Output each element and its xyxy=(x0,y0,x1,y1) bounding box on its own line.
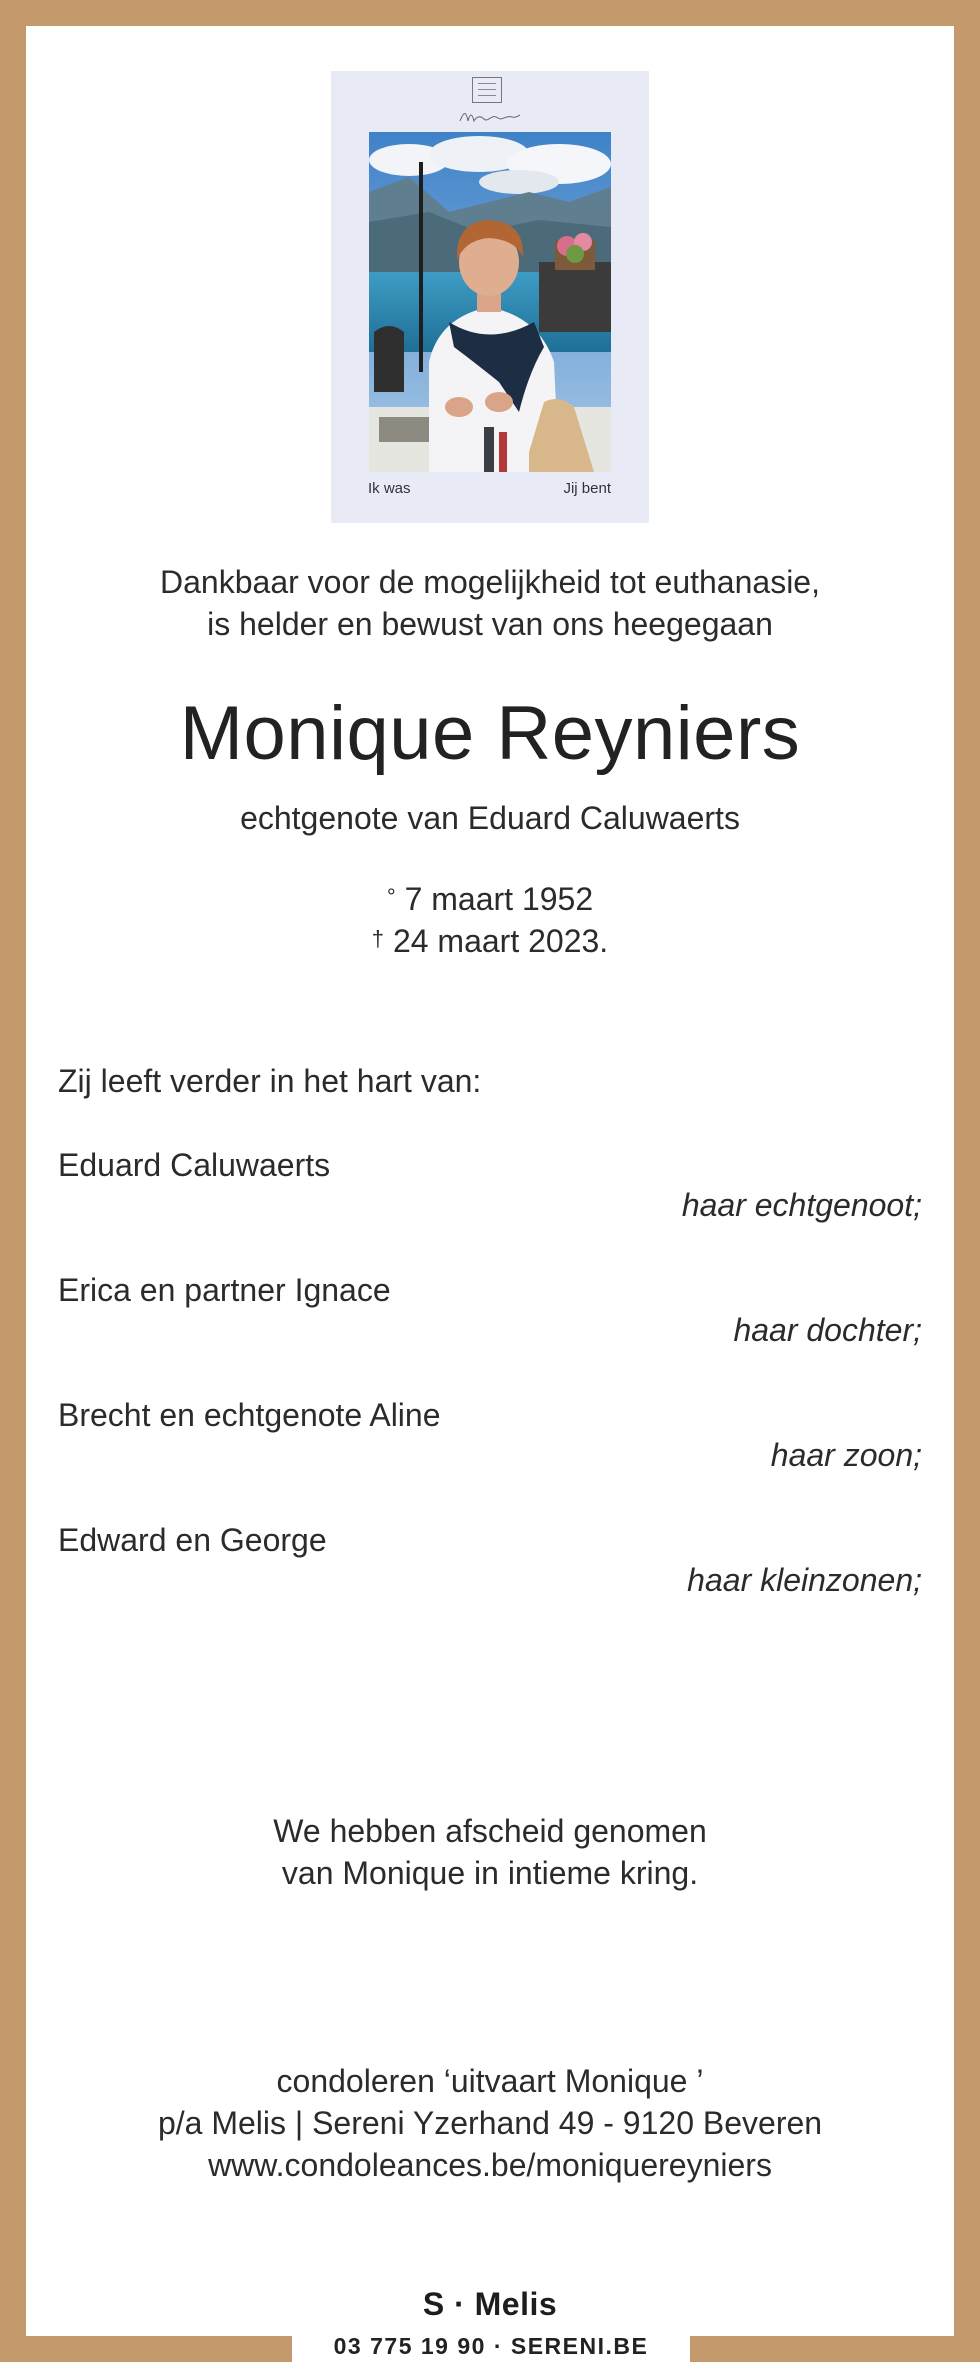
life-dates xyxy=(26,878,954,962)
death-date-text: 24 maart 2023. xyxy=(384,923,609,959)
monogram-logo-icon xyxy=(472,77,502,103)
funeral-home-logo: S · Melis xyxy=(422,2286,558,2322)
birth-date xyxy=(26,878,954,920)
condolence-info xyxy=(26,2060,954,2186)
signature-icon xyxy=(458,109,522,125)
intro-line-2: is helder en bewust van ons heegegaan xyxy=(207,606,773,642)
farewell-text xyxy=(26,1810,954,1894)
family-heading: Zij leeft verder in het hart van: xyxy=(58,1063,482,1099)
intro-line-1: Dankbaar voor de mogelijkheid tot euthanasie, xyxy=(160,564,820,600)
footer-contact: 03 775 19 90 · SERENI.BE xyxy=(333,2333,649,2359)
spouse-line: echtgenote van Eduard Caluwaerts xyxy=(240,800,740,836)
family-member-relation: haar zoon; xyxy=(770,1437,922,1473)
footer-contact-tab xyxy=(292,2331,690,2362)
portrait-photo xyxy=(369,132,611,472)
photo-caption-right: Jij bent xyxy=(563,480,611,497)
deceased-name: Monique Reyniers xyxy=(179,691,801,776)
death-date xyxy=(26,920,954,962)
condolence-address: p/a Melis | Sereni Yzerhand 49 - 9120 Beveren xyxy=(157,2105,823,2141)
family-member-name: Eduard Caluwaerts xyxy=(58,1147,331,1183)
condolence-website-link[interactable]: www.condoleances.be/moniquereyniers xyxy=(208,2147,772,2183)
family-member-name: Brecht en echtgenote Aline xyxy=(58,1397,441,1433)
family-member-relation: haar dochter; xyxy=(733,1312,922,1348)
condolence-line-1: condoleren ‘uitvaart Monique ’ xyxy=(276,2063,704,2099)
photo-caption-left: Ik was xyxy=(368,480,411,497)
family-member-relation: haar kleinzonen; xyxy=(687,1562,922,1598)
family-member-relation: haar echtgenoot; xyxy=(681,1187,922,1223)
cross-symbol-icon: † xyxy=(371,926,385,951)
obituary-card xyxy=(26,26,954,2336)
family-member-name: Erica en partner Ignace xyxy=(58,1272,391,1308)
photo-card xyxy=(331,71,649,523)
birth-symbol-icon: ° xyxy=(386,884,396,909)
birth-date-text: 7 maart 1952 xyxy=(395,881,594,917)
farewell-line-1: We hebben afscheid genomen xyxy=(273,1813,707,1849)
farewell-line-2: van Monique in intieme kring. xyxy=(281,1855,699,1891)
family-member-name: Edward en George xyxy=(58,1522,327,1558)
intro-text xyxy=(26,561,954,645)
